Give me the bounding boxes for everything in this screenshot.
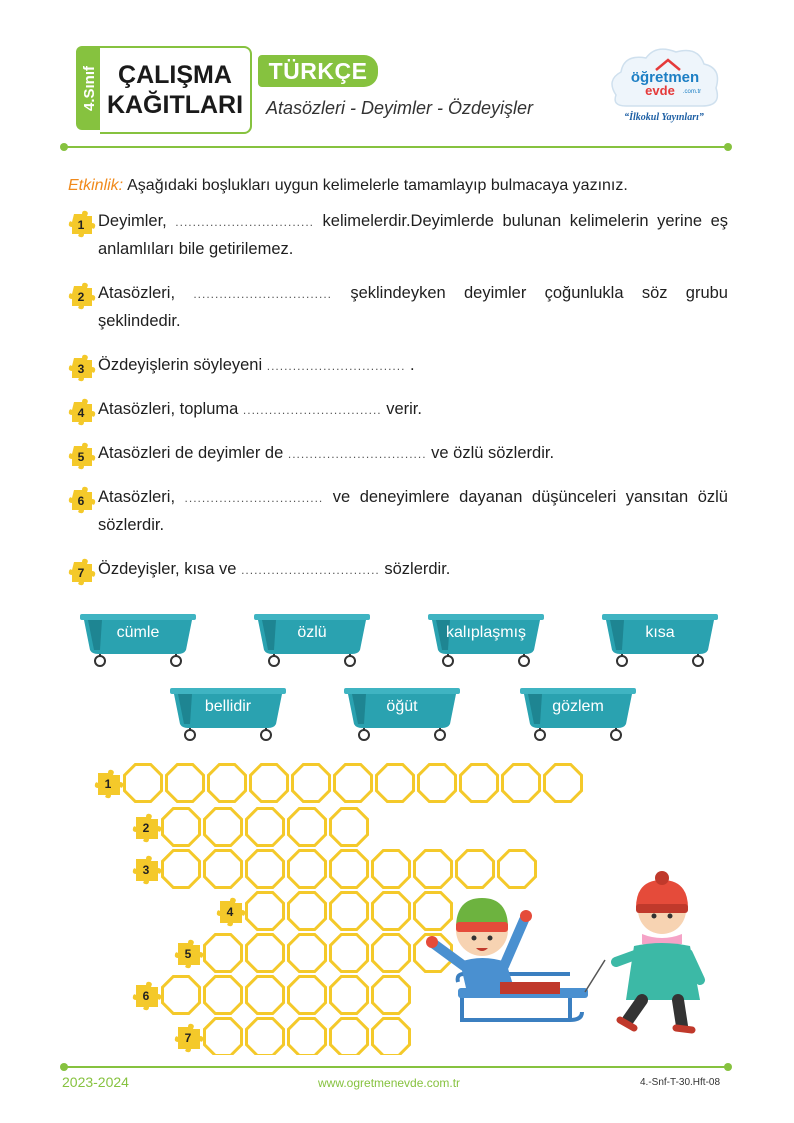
puzzle-cell[interactable] [163, 851, 200, 888]
topic-title: Atasözleri - Deyimler - Özdeyişler [266, 98, 534, 118]
puzzle-number-label: 5 [184, 947, 192, 961]
word-cart [168, 686, 288, 742]
puzzle-cell[interactable] [377, 765, 414, 802]
answer-blank[interactable]: ................................ [266, 359, 406, 373]
question-6 [68, 484, 728, 539]
header-divider [64, 146, 728, 148]
puzzle-cell[interactable] [205, 977, 242, 1014]
question-number: 2 [77, 290, 85, 304]
puzzle-cell[interactable] [247, 809, 284, 846]
question-text-before: Atasözleri de deyimler de [98, 444, 284, 462]
word-label: kalıplaşmış [445, 624, 527, 641]
puzzle-cell[interactable] [461, 765, 498, 802]
answer-blank[interactable]: ................................ [287, 447, 427, 461]
puzzle-cell[interactable] [247, 977, 284, 1014]
puzzle-row-number [133, 982, 161, 1010]
puzzle-cell[interactable] [545, 765, 582, 802]
puzzle-row-number [133, 814, 161, 842]
puzzle-row-number [95, 770, 123, 798]
footer-code: 4.-Snf-T-30.Hft-08 [640, 1077, 721, 1088]
puzzle-cell[interactable] [503, 765, 540, 802]
puzzle-cell[interactable] [251, 765, 288, 802]
puzzle-cell[interactable] [247, 851, 284, 888]
puzzle-cell[interactable] [289, 893, 326, 930]
puzzle-cell[interactable] [373, 893, 410, 930]
word-label: öğüt [386, 698, 418, 715]
subject-badge: TÜRKÇE [258, 55, 378, 87]
worksheet-title [100, 46, 252, 134]
puzzle-row-number [133, 856, 161, 884]
instruction-text: Aşağıdaki boşlukları uygun kelimelerle tamamlayıp bulmacaya yazınız. [127, 177, 628, 194]
word-label: cümle [116, 624, 160, 641]
puzzle-row-number [175, 1024, 203, 1052]
answer-blank[interactable]: ................................ [242, 403, 382, 417]
puzzle-cell[interactable] [205, 851, 242, 888]
word-cart [78, 612, 198, 668]
answer-blank[interactable]: ................................ [193, 287, 333, 301]
answer-blank[interactable]: ................................ [241, 563, 380, 577]
logo-name-2: evde [645, 83, 675, 98]
puzzle-cell[interactable] [289, 935, 326, 972]
puzzle-cell[interactable] [205, 1019, 242, 1056]
question-text-after: sözlerdir. [384, 560, 451, 578]
question-3 [68, 352, 728, 380]
puzzle-cell[interactable] [163, 977, 200, 1014]
word-cart [518, 686, 638, 742]
question-text-before: Özdeyişler, kısa ve [98, 560, 237, 578]
question-text-before: Özdeyişlerin söyleyeni [98, 356, 263, 374]
question-text-before: Atasözleri, [98, 284, 176, 302]
puzzle-number-icon [68, 282, 96, 310]
grade-badge: 4.Sınıf [76, 46, 102, 130]
word-cart [600, 612, 720, 668]
question-number: 3 [77, 362, 85, 376]
question-1 [68, 208, 728, 263]
puzzle-cell[interactable] [331, 851, 368, 888]
word-label: bellidir [204, 698, 252, 715]
publisher-logo [606, 40, 724, 130]
question-4 [68, 396, 728, 424]
puzzle-number-icon [68, 398, 96, 426]
logo-domain: .com.tr [682, 89, 702, 95]
puzzle-cell[interactable] [289, 977, 326, 1014]
word-cart [252, 612, 372, 668]
question-number: 4 [77, 406, 85, 420]
footer-year: 2023-2024 [62, 1074, 129, 1090]
puzzle-number-icon [68, 558, 96, 586]
question-text-after: ve deneyimlere dayanan düşünceleri yansıtan özlü sözlerdir. [98, 488, 728, 534]
answer-blank[interactable]: ................................ [175, 215, 314, 229]
puzzle-cell[interactable] [167, 765, 204, 802]
puzzle-number-label: 1 [104, 777, 112, 791]
puzzle-cell[interactable] [247, 893, 284, 930]
kids-sled-illustration [420, 870, 720, 1040]
puzzle-cell[interactable] [163, 809, 200, 846]
puzzle-number-icon [68, 486, 96, 514]
question-number: 6 [77, 494, 85, 508]
question-number: 1 [77, 218, 85, 232]
puzzle-number-icon [68, 210, 96, 238]
puzzle-number-label: 4 [226, 905, 234, 919]
puzzle-cell[interactable] [293, 765, 330, 802]
puzzle-cell[interactable] [373, 851, 410, 888]
puzzle-cell[interactable] [331, 893, 368, 930]
puzzle-number-icon [68, 354, 96, 382]
question-text-after: kelimelerdir.Deyimlerde bulunan kelimelerin yerine eş anlamlıları bile getirilemez. [98, 212, 729, 258]
puzzle-cell[interactable] [247, 935, 284, 972]
puzzle-cell[interactable] [205, 935, 242, 972]
footer-website[interactable]: www.ogretmenevde.com.tr [318, 1076, 461, 1090]
logo-tagline: “İlkokul Yayınları” [624, 112, 704, 123]
word-cart [342, 686, 462, 742]
question-number: 7 [77, 566, 85, 580]
puzzle-cell[interactable] [373, 935, 410, 972]
puzzle-cell[interactable] [419, 765, 456, 802]
puzzle-number-icon [68, 442, 96, 470]
puzzle-cell[interactable] [289, 1019, 326, 1056]
question-5 [68, 440, 728, 468]
puzzle-cell[interactable] [289, 809, 326, 846]
puzzle-cell[interactable] [289, 851, 326, 888]
question-text-after: ve özlü sözlerdir. [431, 444, 555, 462]
question-text-after: verir. [386, 400, 422, 418]
question-text-before: Atasözleri, [98, 488, 176, 506]
footer-divider [64, 1066, 728, 1068]
puzzle-cell[interactable] [335, 765, 372, 802]
puzzle-number-label: 3 [142, 863, 150, 877]
word-label: gözlem [552, 698, 604, 715]
instruction [68, 177, 628, 195]
puzzle-cell[interactable] [205, 809, 242, 846]
puzzle-cell[interactable] [247, 1019, 284, 1056]
puzzle-cell[interactable] [373, 977, 410, 1014]
puzzle-cell[interactable] [331, 935, 368, 972]
instruction-label: Etkinlik: [68, 177, 124, 194]
question-text-before: Atasözleri, topluma [98, 400, 239, 418]
puzzle-cell[interactable] [331, 809, 368, 846]
puzzle-cell[interactable] [125, 765, 162, 802]
title-line-1: ÇALIŞMA [118, 61, 232, 89]
puzzle-number-label: 6 [142, 989, 150, 1003]
puzzle-cell[interactable] [331, 1019, 368, 1056]
question-text-after: . [410, 356, 415, 374]
word-cart [426, 612, 546, 668]
question-2 [68, 280, 728, 335]
puzzle-cell[interactable] [209, 765, 246, 802]
question-text-after: şeklindeyken deyimler çoğunlukla söz grubu şeklindedir. [98, 284, 728, 330]
word-label: özlü [297, 624, 327, 641]
logo-name-1: öğretmen [630, 69, 700, 86]
puzzle-cell[interactable] [331, 977, 368, 1014]
question-7 [68, 556, 728, 584]
word-label: kısa [645, 624, 675, 641]
puzzle-number-label: 7 [184, 1031, 192, 1045]
title-line-2: KAĞITLARI [106, 91, 244, 119]
question-text-before: Deyimler, [98, 212, 167, 230]
puzzle-row-number [217, 898, 245, 926]
question-number: 5 [77, 450, 85, 464]
puzzle-cell[interactable] [373, 1019, 410, 1056]
puzzle-row-number [175, 940, 203, 968]
answer-blank[interactable]: ................................ [184, 491, 324, 505]
puzzle-number-label: 2 [142, 821, 150, 835]
